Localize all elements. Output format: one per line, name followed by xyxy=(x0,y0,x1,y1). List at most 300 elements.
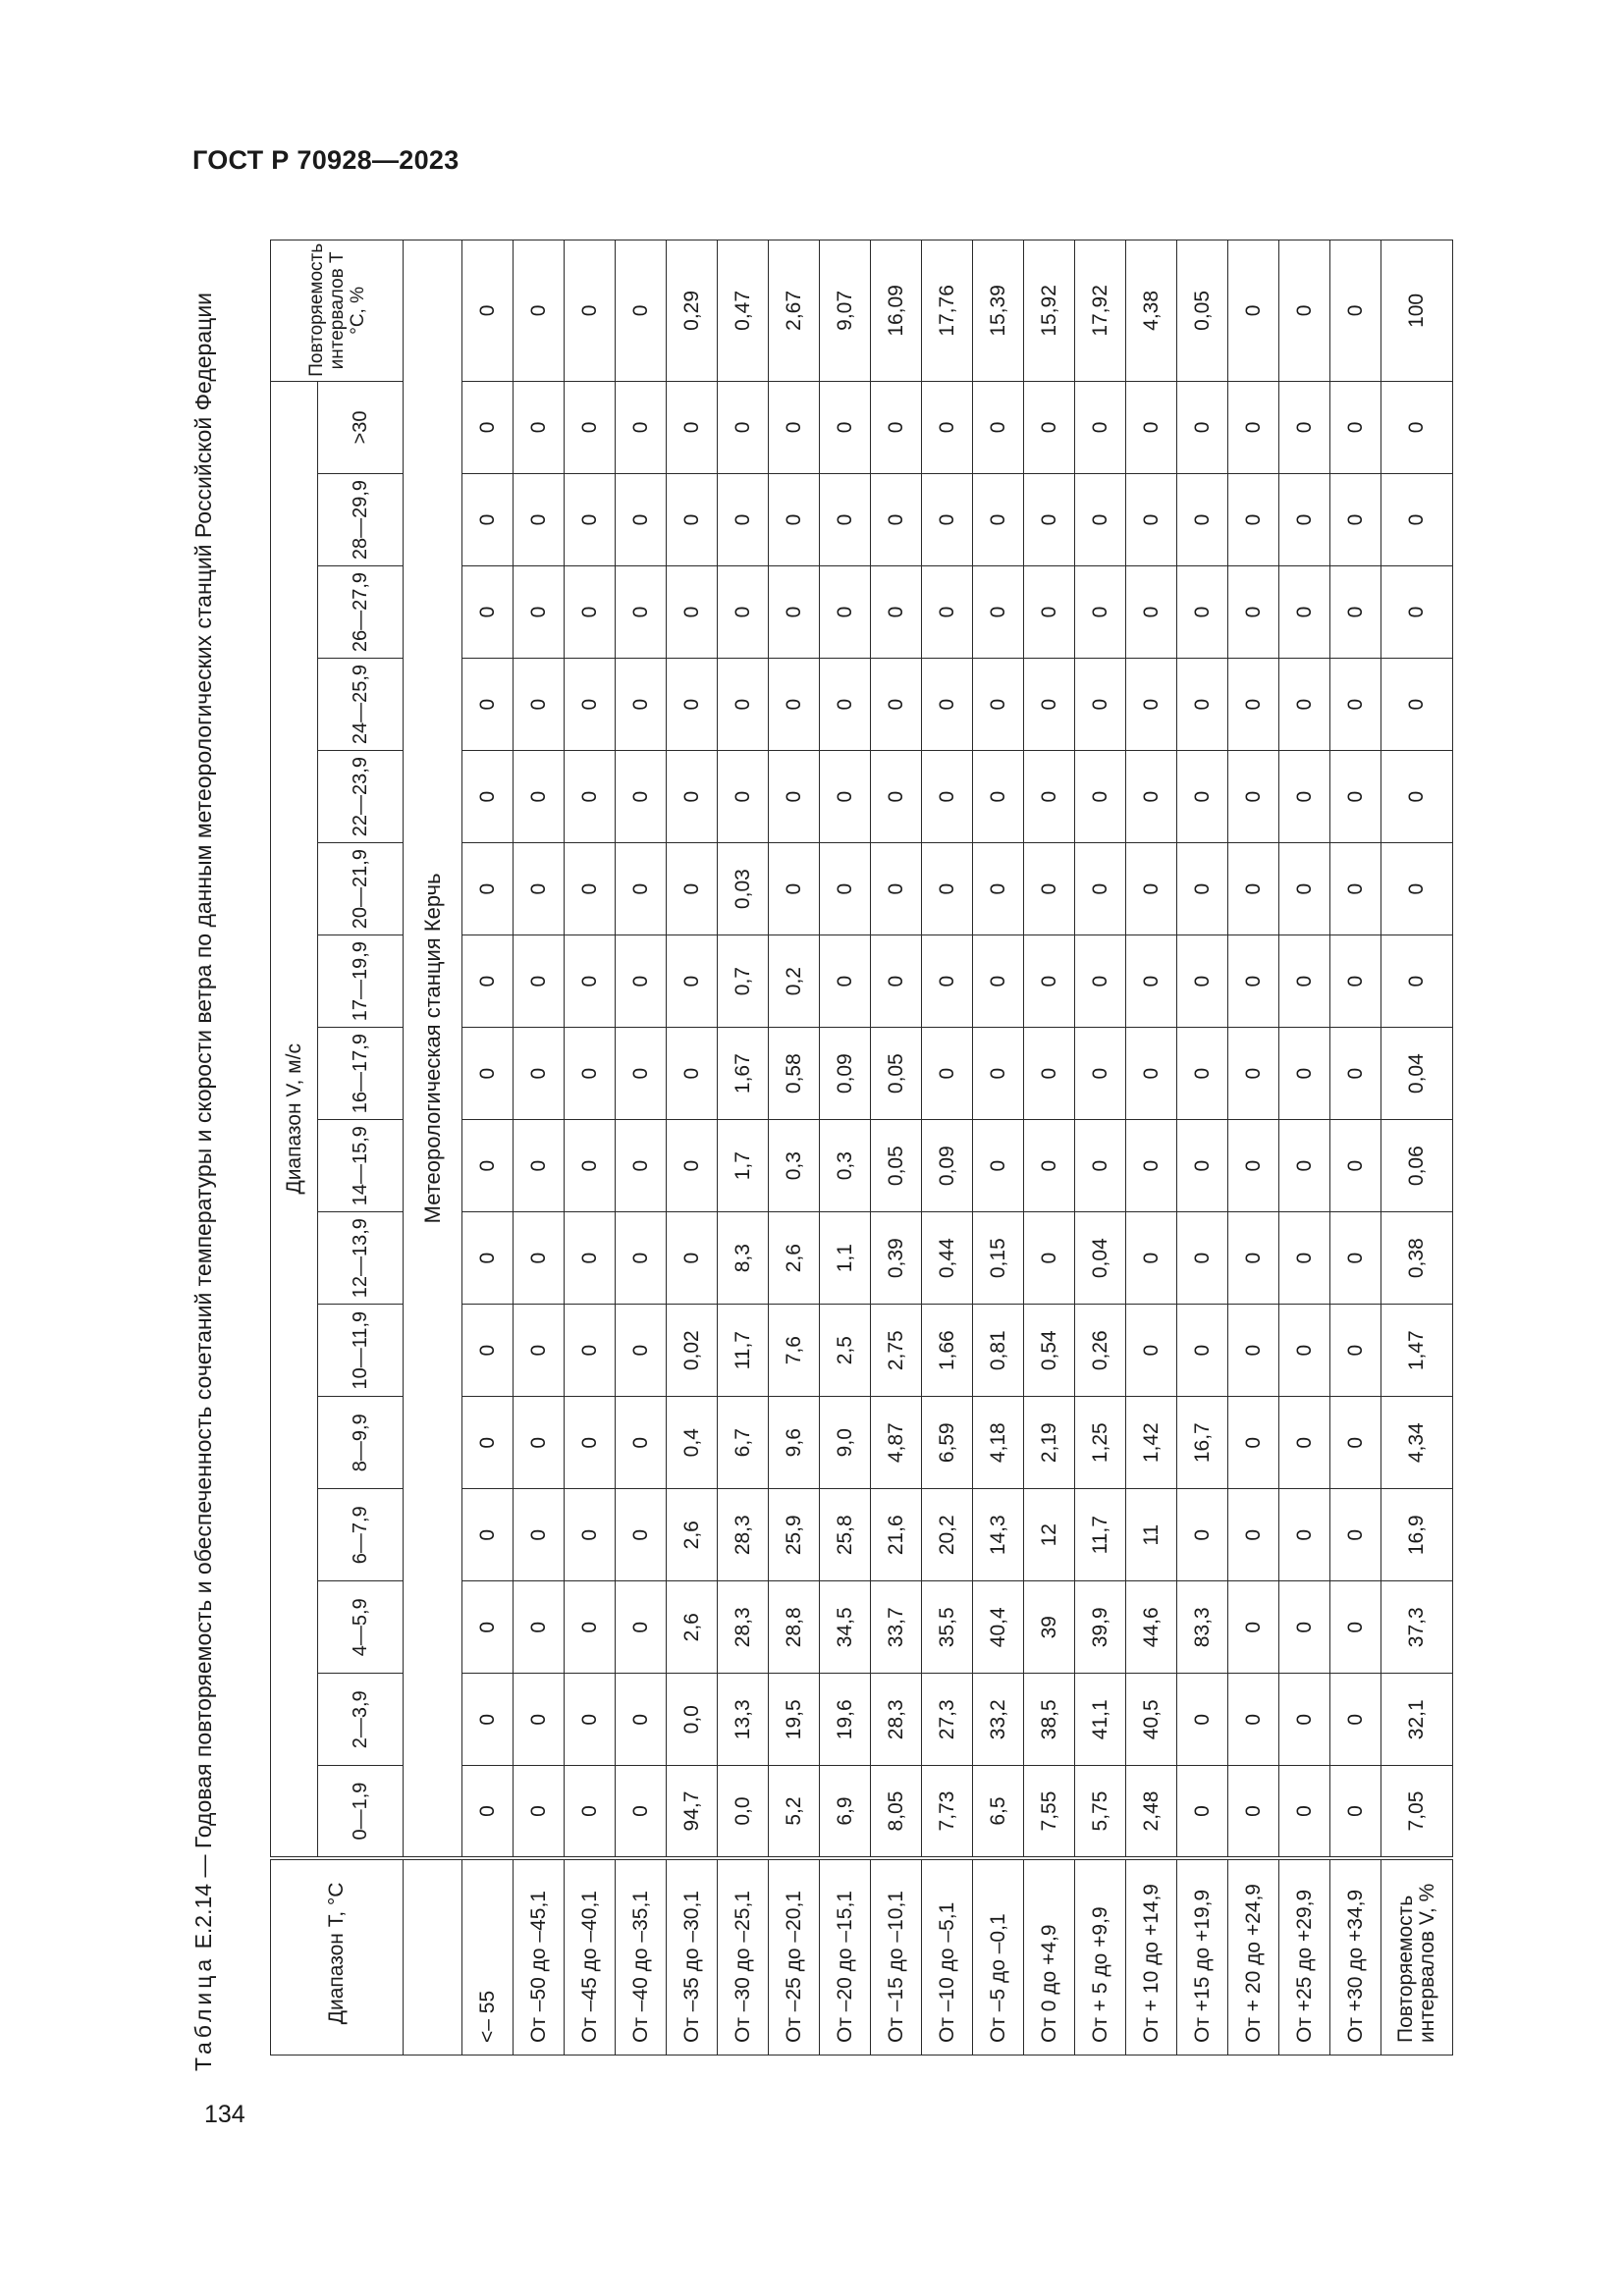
temp-frequency-cell: 0,29 xyxy=(667,240,718,382)
frequency-cell: 12 xyxy=(1024,1489,1075,1581)
frequency-cell: 14,3 xyxy=(973,1489,1024,1581)
frequency-cell: 0 xyxy=(514,1489,565,1581)
frequency-cell: 0 xyxy=(1330,1028,1381,1120)
frequency-cell: 35,5 xyxy=(922,1581,973,1674)
frequency-cell: 0 xyxy=(565,1674,616,1766)
frequency-cell: 0 xyxy=(514,1305,565,1397)
frequency-cell: 8,3 xyxy=(718,1212,769,1305)
frequency-cell: 0,04 xyxy=(1381,1028,1453,1120)
temp-frequency-cell: 0 xyxy=(565,240,616,382)
frequency-cell: 0 xyxy=(1279,381,1330,473)
frequency-cell: 0,39 xyxy=(871,1212,922,1305)
frequency-cell: 0 xyxy=(616,1674,667,1766)
frequency-cell: 0 xyxy=(462,843,514,935)
frequency-cell: 8,05 xyxy=(871,1766,922,1858)
frequency-cell: 28,3 xyxy=(718,1489,769,1581)
temp-frequency-cell: 16,09 xyxy=(871,240,922,382)
frequency-cell: 0 xyxy=(769,659,820,751)
station-row-spacer xyxy=(404,1858,462,2056)
table-row xyxy=(462,240,514,2056)
temp-frequency-cell: 15,92 xyxy=(1024,240,1075,382)
frequency-cell: 0 xyxy=(1330,751,1381,843)
frequency-cell: 0 xyxy=(769,474,820,566)
frequency-cell: 37,3 xyxy=(1381,1581,1453,1674)
temp-frequency-cell: 17,76 xyxy=(922,240,973,382)
temp-range-label: От –20 до –15,1 xyxy=(820,1858,871,2056)
frequency-cell: 0 xyxy=(922,843,973,935)
frequency-cell: 0 xyxy=(1177,1212,1228,1305)
frequency-cell: 11,7 xyxy=(718,1305,769,1397)
speed-range-col-header: 16—17,9 xyxy=(318,1028,404,1120)
frequency-cell: 0 xyxy=(616,1028,667,1120)
frequency-cell: 0 xyxy=(514,1766,565,1858)
frequency-cell: 0 xyxy=(667,1120,718,1212)
frequency-cell: 0 xyxy=(616,751,667,843)
frequency-cell: 0 xyxy=(1279,566,1330,659)
frequency-cell: 0 xyxy=(616,566,667,659)
frequency-cell: 0 xyxy=(1024,381,1075,473)
frequency-cell: 0 xyxy=(514,1120,565,1212)
frequency-cell: 0 xyxy=(1228,1766,1279,1858)
table-row xyxy=(1024,240,1075,2056)
temp-frequency-cell: 9,07 xyxy=(820,240,871,382)
frequency-cell: 0,05 xyxy=(871,1028,922,1120)
frequency-cell: 0,02 xyxy=(667,1305,718,1397)
frequency-cell: 0 xyxy=(514,843,565,935)
caption-text: E.2.14 — Годовая повторяемость и обеспеченность сочетаний температуры и скорости ветра по данным метеорологических станций Российской Федерации xyxy=(190,292,216,1949)
frequency-cell: 0 xyxy=(820,751,871,843)
frequency-cell: 0 xyxy=(769,381,820,473)
frequency-cell: 0 xyxy=(616,1397,667,1489)
frequency-cell: 5,75 xyxy=(1075,1766,1126,1858)
frequency-cell: 0 xyxy=(462,1581,514,1674)
frequency-cell: 0 xyxy=(514,474,565,566)
frequency-cell: 0 xyxy=(1075,1028,1126,1120)
frequency-cell: 0 xyxy=(1279,843,1330,935)
frequency-cell: 1,25 xyxy=(1075,1397,1126,1489)
table-row xyxy=(667,240,718,2056)
temp-frequency-cell: 0,47 xyxy=(718,240,769,382)
frequency-cell: 0 xyxy=(973,843,1024,935)
frequency-cell: 0 xyxy=(1330,1397,1381,1489)
frequency-cell: 0 xyxy=(1075,381,1126,473)
frequency-cell: 0 xyxy=(1024,843,1075,935)
temp-range-label: От 0 до +4,9 xyxy=(1024,1858,1075,2056)
frequency-cell: 0 xyxy=(1177,1120,1228,1212)
frequency-cell: 0 xyxy=(718,474,769,566)
speed-range-col-header: 17—19,9 xyxy=(318,935,404,1028)
frequency-cell: 0 xyxy=(973,659,1024,751)
frequency-cell: 0 xyxy=(871,474,922,566)
frequency-cell: 0 xyxy=(1330,1674,1381,1766)
frequency-cell: 0,2 xyxy=(769,935,820,1028)
frequency-cell: 0 xyxy=(1024,659,1075,751)
frequency-cell: 11 xyxy=(1126,1489,1177,1581)
temp-frequency-cell: 100 xyxy=(1381,240,1453,382)
frequency-cell: 6,7 xyxy=(718,1397,769,1489)
frequency-cell: 0 xyxy=(462,659,514,751)
frequency-cell: 0 xyxy=(973,1120,1024,1212)
table-row xyxy=(718,240,769,2056)
frequency-cell: 7,73 xyxy=(922,1766,973,1858)
frequency-cell: 0 xyxy=(1279,1397,1330,1489)
frequency-cell: 0 xyxy=(922,474,973,566)
frequency-cell: 21,6 xyxy=(871,1489,922,1581)
frequency-cell: 0 xyxy=(565,751,616,843)
frequency-cell: 7,6 xyxy=(769,1305,820,1397)
frequency-cell: 0 xyxy=(462,1120,514,1212)
frequency-cell: 2,75 xyxy=(871,1305,922,1397)
temp-range-label: От –45 до –40,1 xyxy=(565,1858,616,2056)
frequency-cell: 1,66 xyxy=(922,1305,973,1397)
frequency-cell: 4,87 xyxy=(871,1397,922,1489)
frequency-cell: 0 xyxy=(1381,659,1453,751)
frequency-cell: 0 xyxy=(1228,1028,1279,1120)
frequency-cell: 0 xyxy=(514,1397,565,1489)
frequency-cell: 0 xyxy=(1228,1674,1279,1766)
temp-frequency-cell: 2,67 xyxy=(769,240,820,382)
frequency-cell: 0 xyxy=(922,659,973,751)
frequency-cell: 0 xyxy=(462,1305,514,1397)
temp-range-label: От +30 до +34,9 xyxy=(1330,1858,1381,2056)
frequency-cell: 2,48 xyxy=(1126,1766,1177,1858)
frequency-cell: 83,3 xyxy=(1177,1581,1228,1674)
speed-range-col-header: 10—11,9 xyxy=(318,1305,404,1397)
frequency-cell: 0 xyxy=(1126,1120,1177,1212)
frequency-cell: 0,15 xyxy=(973,1212,1024,1305)
frequency-cell: 0 xyxy=(1075,659,1126,751)
frequency-cell: 0,38 xyxy=(1381,1212,1453,1305)
frequency-cell: 0 xyxy=(1177,381,1228,473)
frequency-cell: 0 xyxy=(1126,1212,1177,1305)
data-table xyxy=(270,240,1453,2056)
frequency-cell: 34,5 xyxy=(820,1581,871,1674)
frequency-cell: 0 xyxy=(1024,935,1075,1028)
speed-range-col-header: 6—7,9 xyxy=(318,1489,404,1581)
frequency-cell: 0 xyxy=(1126,381,1177,473)
frequency-cell: 0 xyxy=(1330,1766,1381,1858)
frequency-cell: 0 xyxy=(616,1766,667,1858)
frequency-cell: 0,81 xyxy=(973,1305,1024,1397)
frequency-cell: 0 xyxy=(1381,751,1453,843)
frequency-cell: 19,5 xyxy=(769,1674,820,1766)
temp-range-label: От +15 до +19,9 xyxy=(1177,1858,1228,2056)
frequency-cell: 0 xyxy=(565,381,616,473)
caption-label: Таблица xyxy=(190,1954,216,2071)
rotated-table-area xyxy=(189,216,1465,2130)
frequency-cell: 0 xyxy=(462,1766,514,1858)
frequency-cell: 0 xyxy=(1279,1212,1330,1305)
frequency-cell: 0 xyxy=(514,1674,565,1766)
temp-frequency-cell: 0 xyxy=(462,240,514,382)
frequency-cell: 0 xyxy=(1126,751,1177,843)
table-row xyxy=(922,240,973,2056)
temp-frequency-cell: 4,38 xyxy=(1126,240,1177,382)
frequency-cell: 0 xyxy=(1024,474,1075,566)
temp-frequency-cell: 15,39 xyxy=(973,240,1024,382)
frequency-cell: 0 xyxy=(871,843,922,935)
frequency-cell: 0 xyxy=(871,659,922,751)
temp-range-label: От –40 до –35,1 xyxy=(616,1858,667,2056)
frequency-cell: 0 xyxy=(1279,1766,1330,1858)
frequency-cell: 0 xyxy=(514,1581,565,1674)
frequency-cell: 0 xyxy=(462,1489,514,1581)
frequency-cell: 0 xyxy=(769,843,820,935)
frequency-cell: 6,9 xyxy=(820,1766,871,1858)
frequency-cell: 0 xyxy=(871,381,922,473)
frequency-cell: 11,7 xyxy=(1075,1489,1126,1581)
frequency-cell: 39 xyxy=(1024,1581,1075,1674)
frequency-cell: 0 xyxy=(514,751,565,843)
frequency-cell: 0 xyxy=(667,751,718,843)
frequency-cell: 39,9 xyxy=(1075,1581,1126,1674)
frequency-cell: 27,3 xyxy=(922,1674,973,1766)
frequency-cell: 0 xyxy=(1330,843,1381,935)
frequency-cell: 0 xyxy=(565,659,616,751)
speed-range-col-header: 20—21,9 xyxy=(318,843,404,935)
frequency-cell: 40,4 xyxy=(973,1581,1024,1674)
speed-range-col-header: 26—27,9 xyxy=(318,566,404,659)
frequency-cell: 0,3 xyxy=(820,1120,871,1212)
temp-frequency-cell: 0 xyxy=(1330,240,1381,382)
frequency-cell: 0 xyxy=(616,1305,667,1397)
frequency-cell: 0 xyxy=(1228,1581,1279,1674)
frequency-cell: 0 xyxy=(1126,843,1177,935)
frequency-cell: 5,2 xyxy=(769,1766,820,1858)
table-row xyxy=(514,240,565,2056)
frequency-cell: 0 xyxy=(616,1489,667,1581)
frequency-cell: 0 xyxy=(1075,935,1126,1028)
speed-range-col-header: 12—13,9 xyxy=(318,1212,404,1305)
frequency-cell: 0 xyxy=(1330,1305,1381,1397)
frequency-cell: 38,5 xyxy=(1024,1674,1075,1766)
station-name: Метеорологическая станция Керчь xyxy=(404,240,462,1858)
frequency-cell: 0,06 xyxy=(1381,1120,1453,1212)
frequency-cell: 0 xyxy=(1075,474,1126,566)
frequency-cell: 0 xyxy=(1228,1212,1279,1305)
frequency-cell: 0 xyxy=(1126,474,1177,566)
frequency-cell: 0 xyxy=(1279,1581,1330,1674)
frequency-cell: 0 xyxy=(718,659,769,751)
frequency-cell: 0,58 xyxy=(769,1028,820,1120)
frequency-cell: 25,8 xyxy=(820,1489,871,1581)
temp-range-header: Диапазон T, °C xyxy=(271,1858,404,2056)
frequency-cell: 0 xyxy=(1228,751,1279,843)
table-row xyxy=(1177,240,1228,2056)
frequency-cell: 0 xyxy=(1126,566,1177,659)
temp-range-label: От + 20 до +24,9 xyxy=(1228,1858,1279,2056)
frequency-cell: 0 xyxy=(820,659,871,751)
frequency-cell: 13,3 xyxy=(718,1674,769,1766)
frequency-cell: 0 xyxy=(1228,1397,1279,1489)
frequency-cell: 0 xyxy=(1381,474,1453,566)
frequency-cell: 0 xyxy=(718,381,769,473)
frequency-cell: 33,7 xyxy=(871,1581,922,1674)
frequency-cell: 0 xyxy=(616,1120,667,1212)
temp-frequency-cell: 0,05 xyxy=(1177,240,1228,382)
frequency-cell: 0 xyxy=(718,566,769,659)
table-row xyxy=(871,240,922,2056)
frequency-cell: 0 xyxy=(667,1028,718,1120)
frequency-cell: 0 xyxy=(514,659,565,751)
frequency-cell: 9,6 xyxy=(769,1397,820,1489)
frequency-cell: 0 xyxy=(973,935,1024,1028)
frequency-cell: 1,47 xyxy=(1381,1305,1453,1397)
frequency-cell: 0 xyxy=(1279,1305,1330,1397)
frequency-cell: 0 xyxy=(616,935,667,1028)
frequency-cell: 7,05 xyxy=(1381,1766,1453,1858)
table-caption xyxy=(189,226,218,2071)
frequency-cell: 0 xyxy=(1177,935,1228,1028)
frequency-cell: 6,59 xyxy=(922,1397,973,1489)
frequency-cell: 0 xyxy=(1177,1028,1228,1120)
frequency-cell: 0,09 xyxy=(922,1120,973,1212)
frequency-cell: 0 xyxy=(1177,1489,1228,1581)
frequency-cell: 0 xyxy=(1279,935,1330,1028)
frequency-cell: 0 xyxy=(1330,1120,1381,1212)
frequency-cell: 0 xyxy=(565,843,616,935)
table-row xyxy=(616,240,667,2056)
frequency-cell: 0 xyxy=(667,566,718,659)
frequency-cell: 0 xyxy=(565,1028,616,1120)
frequency-cell: 0,04 xyxy=(1075,1212,1126,1305)
frequency-cell: 0 xyxy=(1279,751,1330,843)
temp-frequency-cell: 0 xyxy=(1228,240,1279,382)
temp-range-label: <– 55 xyxy=(462,1858,514,2056)
frequency-cell: 0 xyxy=(1330,935,1381,1028)
frequency-cell: 0 xyxy=(973,474,1024,566)
frequency-cell: 0 xyxy=(462,751,514,843)
frequency-cell: 0 xyxy=(514,1028,565,1120)
temp-range-label: От + 10 до +14,9 xyxy=(1126,1858,1177,2056)
frequency-cell: 0,0 xyxy=(667,1674,718,1766)
frequency-cell: 0 xyxy=(1177,659,1228,751)
frequency-cell: 6,5 xyxy=(973,1766,1024,1858)
speed-range-col-header: 8—9,9 xyxy=(318,1397,404,1489)
frequency-cell: 0,03 xyxy=(718,843,769,935)
frequency-cell: 0 xyxy=(922,935,973,1028)
frequency-cell: 2,19 xyxy=(1024,1397,1075,1489)
frequency-cell: 16,9 xyxy=(1381,1489,1453,1581)
temp-frequency-cell: 0 xyxy=(514,240,565,382)
frequency-cell: 0 xyxy=(1126,1028,1177,1120)
frequency-cell: 0,26 xyxy=(1075,1305,1126,1397)
frequency-cell: 0 xyxy=(1279,1028,1330,1120)
frequency-cell: 16,7 xyxy=(1177,1397,1228,1489)
speed-range-col-header: >30 xyxy=(318,381,404,473)
frequency-cell: 0 xyxy=(718,751,769,843)
frequency-cell: 0 xyxy=(1279,474,1330,566)
temp-range-label: Повторяемость интервалов V, % xyxy=(1381,1858,1453,2056)
frequency-cell: 9,0 xyxy=(820,1397,871,1489)
frequency-cell: 0 xyxy=(1228,659,1279,751)
frequency-cell: 25,9 xyxy=(769,1489,820,1581)
temp-frequency-cell: 0 xyxy=(1279,240,1330,382)
frequency-cell: 28,8 xyxy=(769,1581,820,1674)
frequency-cell: 94,7 xyxy=(667,1766,718,1858)
frequency-cell: 0 xyxy=(1075,566,1126,659)
frequency-cell: 41,1 xyxy=(1075,1674,1126,1766)
frequency-cell: 0 xyxy=(1228,1120,1279,1212)
frequency-cell: 0 xyxy=(1126,1305,1177,1397)
table-row xyxy=(1075,240,1126,2056)
frequency-cell: 0 xyxy=(1330,566,1381,659)
frequency-cell: 0,4 xyxy=(667,1397,718,1489)
frequency-cell: 0 xyxy=(616,1581,667,1674)
frequency-cell: 0 xyxy=(973,566,1024,659)
speed-range-col-header: 22—23,9 xyxy=(318,751,404,843)
frequency-cell: 0 xyxy=(820,474,871,566)
frequency-cell: 0 xyxy=(565,566,616,659)
frequency-cell: 44,6 xyxy=(1126,1581,1177,1674)
temp-range-label: От –35 до –30,1 xyxy=(667,1858,718,2056)
frequency-cell: 0 xyxy=(1330,381,1381,473)
frequency-cell: 2,6 xyxy=(667,1489,718,1581)
frequency-cell: 0 xyxy=(1177,751,1228,843)
frequency-cell: 0 xyxy=(1330,474,1381,566)
frequency-cell: 0,05 xyxy=(871,1120,922,1212)
frequency-cell: 0 xyxy=(1279,1674,1330,1766)
frequency-cell: 0 xyxy=(1330,659,1381,751)
frequency-cell: 0 xyxy=(1075,751,1126,843)
frequency-cell: 0 xyxy=(922,751,973,843)
frequency-cell: 28,3 xyxy=(871,1674,922,1766)
frequency-cell: 0 xyxy=(1228,474,1279,566)
frequency-cell: 20,2 xyxy=(922,1489,973,1581)
frequency-cell: 0 xyxy=(462,1212,514,1305)
frequency-cell: 0 xyxy=(514,935,565,1028)
frequency-cell: 0,44 xyxy=(922,1212,973,1305)
frequency-cell: 0 xyxy=(871,935,922,1028)
frequency-cell: 0 xyxy=(565,1305,616,1397)
frequency-cell: 4,34 xyxy=(1381,1397,1453,1489)
frequency-cell: 2,6 xyxy=(667,1581,718,1674)
frequency-cell: 0 xyxy=(1381,843,1453,935)
frequency-cell: 0 xyxy=(1075,843,1126,935)
frequency-cell: 0 xyxy=(1177,566,1228,659)
frequency-cell: 0 xyxy=(1177,474,1228,566)
table-row xyxy=(1228,240,1279,2056)
frequency-cell: 0 xyxy=(667,381,718,473)
frequency-cell: 0,7 xyxy=(718,935,769,1028)
frequency-cell: 0 xyxy=(922,566,973,659)
frequency-cell: 0,3 xyxy=(769,1120,820,1212)
frequency-cell: 0 xyxy=(820,381,871,473)
frequency-cell: 0 xyxy=(1075,1120,1126,1212)
table-row xyxy=(769,240,820,2056)
total-row xyxy=(1381,240,1453,2056)
frequency-cell: 0 xyxy=(462,935,514,1028)
frequency-cell: 19,6 xyxy=(820,1674,871,1766)
frequency-cell: 0 xyxy=(667,474,718,566)
frequency-cell: 0,09 xyxy=(820,1028,871,1120)
temp-frequency-header: Повторяемость интервалов T °C, % xyxy=(271,240,404,382)
frequency-cell: 0 xyxy=(973,1028,1024,1120)
frequency-cell: 0 xyxy=(462,1397,514,1489)
speed-range-col-header: 28—29,9 xyxy=(318,474,404,566)
frequency-cell: 0 xyxy=(616,659,667,751)
frequency-cell: 0 xyxy=(514,381,565,473)
frequency-cell: 0 xyxy=(462,381,514,473)
frequency-cell: 0 xyxy=(565,1397,616,1489)
frequency-cell: 0 xyxy=(1126,659,1177,751)
frequency-cell: 1,42 xyxy=(1126,1397,1177,1489)
frequency-cell: 0 xyxy=(1228,566,1279,659)
temp-frequency-cell: 0 xyxy=(616,240,667,382)
frequency-cell: 0 xyxy=(1126,935,1177,1028)
frequency-cell: 28,3 xyxy=(718,1581,769,1674)
temp-range-label: От –50 до –45,1 xyxy=(514,1858,565,2056)
